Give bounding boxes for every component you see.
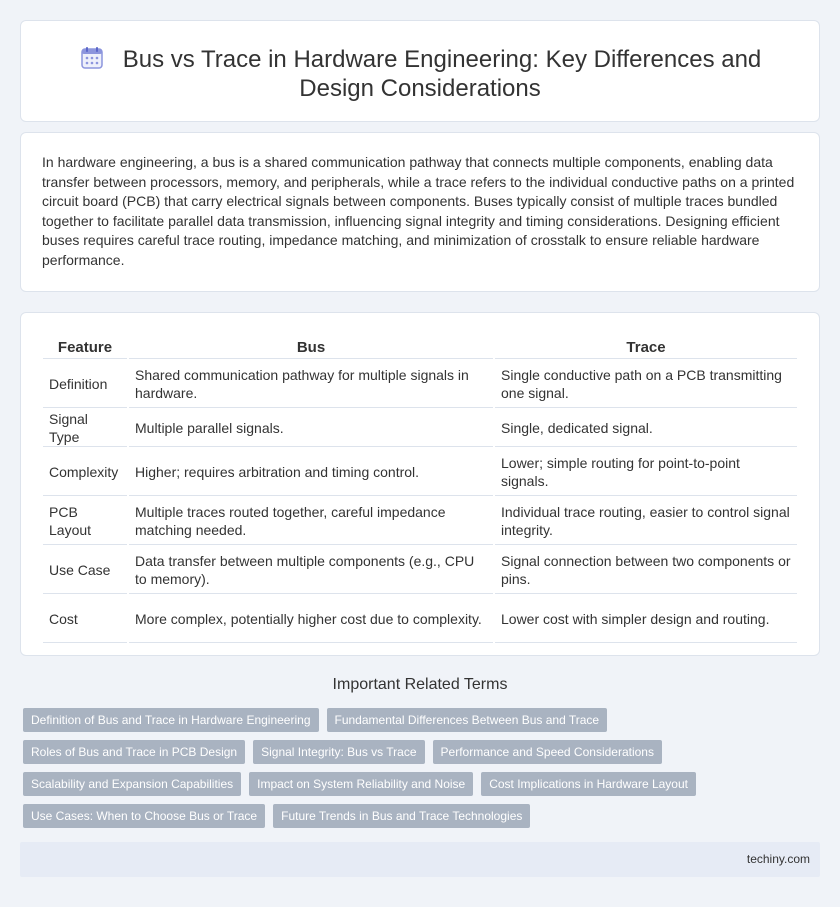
tag-row: [23, 740, 823, 764]
footer: [20, 842, 820, 877]
related-terms-list: [23, 708, 823, 836]
footer-site-link[interactable]: techiny.com: [746, 852, 810, 866]
related-term-tag[interactable]: Cost Implications in Hardware Layout: [481, 772, 696, 796]
trace-cell: Single, dedicated signal.: [495, 410, 797, 447]
feature-cell: Cost: [43, 596, 127, 643]
header-bus: Bus: [129, 335, 493, 359]
tag-row: [23, 804, 823, 828]
related-term-tag[interactable]: Roles of Bus and Trace in PCB Design: [23, 740, 245, 764]
related-term-tag[interactable]: Future Trends in Bus and Trace Technologies: [273, 804, 530, 828]
header-trace: Trace: [495, 335, 797, 359]
trace-cell: Signal connection between two components or pins.: [495, 547, 797, 594]
trace-cell: Lower; simple routing for point-to-point signals.: [495, 449, 797, 496]
related-term-tag[interactable]: Fundamental Differences Between Bus and Trace: [327, 708, 608, 732]
trace-cell: Individual trace routing, easier to control signal integrity.: [495, 498, 797, 545]
related-term-tag[interactable]: Definition of Bus and Trace in Hardware Engineering: [23, 708, 319, 732]
table-row: [43, 547, 797, 594]
bus-cell: Multiple parallel signals.: [129, 410, 493, 447]
feature-cell: Definition: [43, 361, 127, 408]
comparison-table-card: [20, 312, 820, 656]
intro-paragraph: In hardware engineering, a bus is a shared communication pathway that connects multiple components, enabling data transfer between processors, memory, and peripherals, while a trace refers to the individual conductive paths on a printed circuit board (PCB) that carry electrical signals between components. Buses typically consist of multiple traces bundled together to facilitate parallel data transmission, influencing signal integrity and timing considerations. Designing efficient buses requires careful trace routing, impedance matching, and minimization of crosstalk to ensure reliable hardware performance.: [42, 154, 795, 268]
feature-cell: Complexity: [43, 449, 127, 496]
related-term-tag[interactable]: Scalability and Expansion Capabilities: [23, 772, 241, 796]
trace-cell: Lower cost with simpler design and routing.: [495, 596, 797, 643]
intro-card: [20, 132, 820, 292]
related-terms-heading: Important Related Terms: [332, 676, 508, 693]
related-term-tag[interactable]: Impact on System Reliability and Noise: [249, 772, 473, 796]
page-title-wrap: [21, 45, 819, 103]
tag-row: [23, 772, 823, 796]
bus-cell: Data transfer between multiple components (e.g., CPU to memory).: [129, 547, 493, 594]
feature-cell: Use Case: [43, 547, 127, 594]
bus-cell: Higher; requires arbitration and timing control.: [129, 449, 493, 496]
title-card: [20, 20, 820, 122]
feature-cell: Signal Type: [43, 410, 127, 447]
comparison-table: [41, 333, 799, 645]
bus-cell: Shared communication pathway for multiple signals in hardware.: [129, 361, 493, 408]
calendar-icon: [79, 45, 105, 71]
header-feature: Feature: [43, 335, 127, 359]
table-row: [43, 498, 797, 545]
trace-cell: Single conductive path on a PCB transmitting one signal.: [495, 361, 797, 408]
related-term-tag[interactable]: Signal Integrity: Bus vs Trace: [253, 740, 424, 764]
feature-cell: PCB Layout: [43, 498, 127, 545]
table-row: [43, 449, 797, 496]
bus-cell: Multiple traces routed together, careful impedance matching needed.: [129, 498, 493, 545]
table-row: [43, 596, 797, 643]
table-row: [43, 410, 797, 447]
related-term-tag[interactable]: Performance and Speed Considerations: [433, 740, 662, 764]
page-title: Bus vs Trace in Hardware Engineering: Key Differences and Design Considerations: [122, 46, 762, 102]
table-row: [43, 361, 797, 408]
tag-row: [23, 708, 823, 732]
bus-cell: More complex, potentially higher cost due to complexity.: [129, 596, 493, 643]
related-term-tag[interactable]: Use Cases: When to Choose Bus or Trace: [23, 804, 265, 828]
table-header-row: [43, 335, 797, 359]
